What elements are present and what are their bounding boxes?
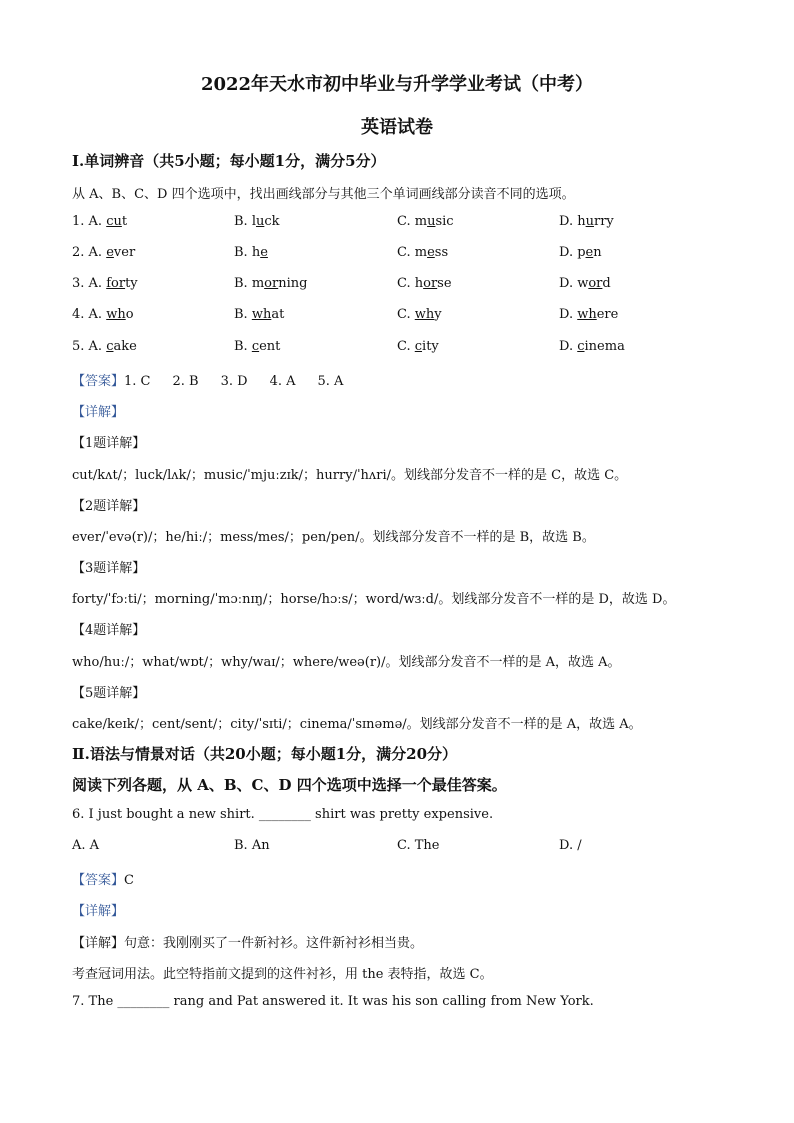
q3-option-c: C. horse (397, 276, 452, 291)
q2-option-c: C. mess (397, 245, 449, 260)
q5-option-b: B. cent (234, 339, 281, 354)
q6-answer (72, 869, 134, 888)
page-title: 2022年天水市初中毕业与升学学业考试（中考） (200, 74, 594, 95)
answer-value: C (124, 873, 134, 888)
answer-item: 1. C (124, 374, 151, 389)
q2-option-d: D. pen (559, 245, 602, 260)
q6-option-b: B. An (234, 838, 270, 853)
q6-detail-line1 (72, 932, 423, 951)
detail-tag: 【详解】 (72, 405, 125, 420)
q6-detail-tag: 【详解】 (72, 904, 125, 919)
q2-detail-tag: 【2题详解】 (72, 499, 146, 514)
q3-detail-text: forty/ˈfɔːti/；morning/ˈmɔːnɪŋ/；horse/hɔːs/；word/wɜːd/。划线部分发音不一样的是 D，故选 D。 (72, 592, 676, 607)
q5-option-d: D. cinema (559, 339, 625, 354)
answer-item: 4. A (269, 374, 296, 389)
q6-stem: 6. I just bought a new shirt. ________ shirt was pretty expensive. (72, 807, 494, 822)
q6-detail-line2: 考查冠词用法。此空特指前文提到的这件衬衫，用 the 表特指，故选 C。 (72, 967, 493, 982)
q3-option-d: D. word (559, 276, 611, 291)
q4-option-c: C. why (397, 307, 442, 322)
q3-detail-tag: 【3题详解】 (72, 561, 146, 576)
q2-option-a: 2. A. ever (72, 245, 136, 260)
page-subtitle: 英语试卷 (361, 117, 433, 138)
q3-option-b: B. morning (234, 276, 308, 291)
answer-item: 5. A (317, 374, 344, 389)
section1-instruction: 从 A、B、C、D 四个选项中，找出画线部分与其他三个单词画线部分读音不同的选项。 (72, 187, 575, 202)
q4-option-a: 4. A. who (72, 307, 134, 322)
q5-detail-tag: 【5题详解】 (72, 686, 146, 701)
detail-inline-tag: 【详解】 (72, 936, 125, 951)
q1-detail-tag: 【1题详解】 (72, 436, 146, 451)
q1-option-a: 1. A. cut (72, 214, 128, 229)
q2-detail-text: ever/ˈevə(r)/；he/hiː/；mess/mes/；pen/pen/。划线部分发音不一样的是 B，故选 B。 (72, 530, 595, 545)
section2-instruction: 阅读下列各题，从 A、B、C、D 四个选项中选择一个最佳答案。 (72, 776, 507, 794)
section1-header: Ⅰ.单词辨音（共5小题；每小题1分，满分5分） (72, 152, 386, 170)
q6-option-d: D. / (559, 838, 582, 853)
q7-stem: 7. The ________ rang and Pat answered it. It was his son calling from New York. (72, 994, 594, 1009)
answer-item: 2. B (172, 374, 199, 389)
answer-tag: 【答案】 (72, 873, 125, 888)
q2-option-b: B. he (234, 245, 268, 260)
q5-option-a: 5. A. cake (72, 339, 137, 354)
q6-option-a: A. A (72, 838, 100, 853)
q1-detail-text: cut/kʌt/；luck/lʌk/；music/ˈmjuːzɪk/；hurry/ˈhʌri/。划线部分发音不一样的是 C，故选 C。 (72, 468, 628, 483)
q6-option-c: C. The (397, 838, 440, 853)
q1-option-d: D. hurry (559, 214, 614, 229)
q4-detail-text: who/huː/；what/wɒt/；why/waɪ/；where/weə(r)/。划线部分发音不一样的是 A，故选 A。 (72, 655, 621, 670)
section1-answers (72, 370, 365, 389)
section2-header: Ⅱ.语法与情景对话（共20小题；每小题1分，满分20分） (72, 745, 458, 763)
q4-detail-tag: 【4题详解】 (72, 623, 146, 638)
q4-option-d: D. where (559, 307, 619, 322)
answer-tag: 【答案】 (72, 374, 125, 389)
detail-text: 句意：我刚刚买了一件新衬衫。这件新衬衫相当贵。 (124, 936, 424, 951)
q5-option-c: C. city (397, 339, 439, 354)
q3-option-a: 3. A. forty (72, 276, 138, 291)
q1-option-b: B. luck (234, 214, 280, 229)
q4-option-b: B. what (234, 307, 285, 322)
q5-detail-text: cake/keɪk/；cent/sent/；city/ˈsɪti/；cinema/ˈsɪnəmə/。划线部分发音不一样的是 A，故选 A。 (72, 717, 642, 732)
q1-option-c: C. music (397, 214, 454, 229)
answer-item: 3. D (220, 374, 248, 389)
